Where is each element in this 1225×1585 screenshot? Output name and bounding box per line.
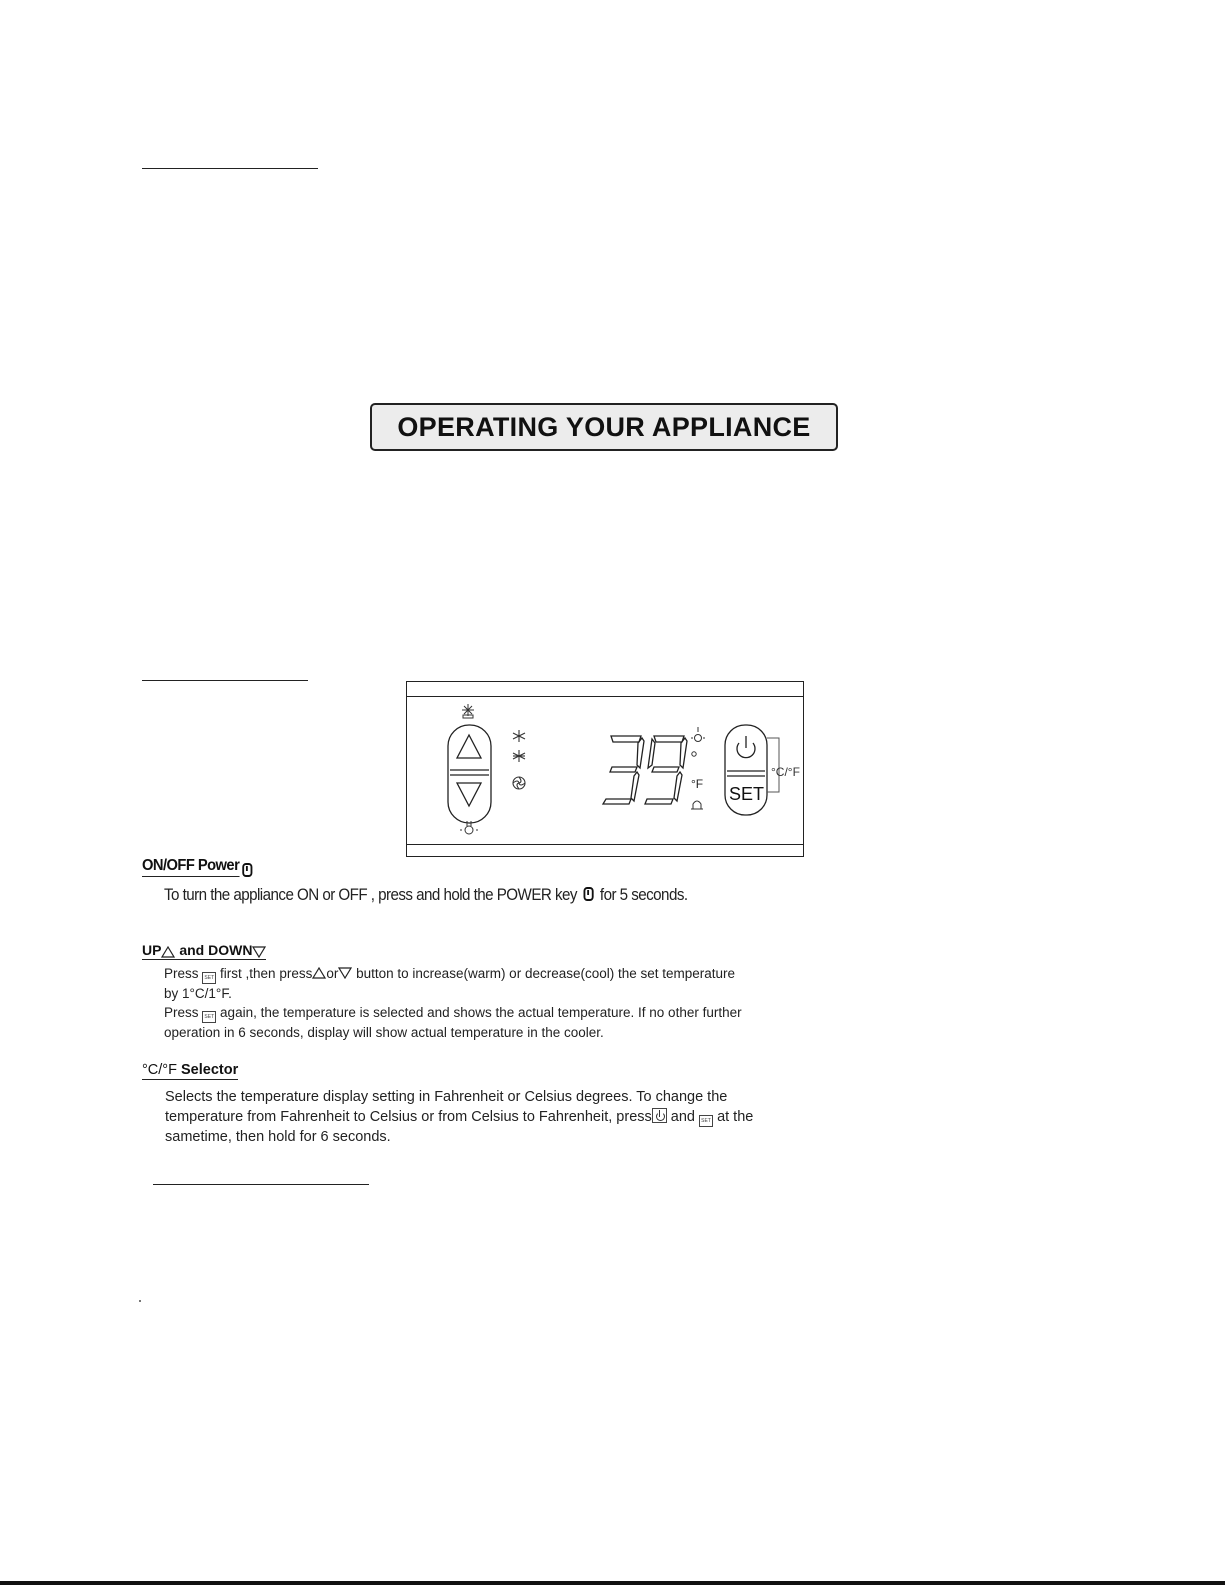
set-key-icon: SET	[202, 1011, 216, 1023]
control-panel-diagram	[406, 681, 804, 857]
defrost-icon	[513, 750, 525, 762]
power-key-icon	[583, 887, 593, 901]
super-cool-icon	[462, 704, 474, 718]
scan-speck	[139, 1300, 141, 1302]
section-rule-panel	[142, 680, 308, 681]
up-arrow-icon[interactable]	[457, 735, 481, 758]
page-bottom-edge	[0, 1581, 1225, 1585]
arrow-button-pill	[448, 725, 491, 823]
power-key-icon	[652, 1108, 667, 1123]
fan-icon	[513, 777, 525, 789]
alarm-bell-icon	[691, 801, 703, 809]
selector-line-3: sametime, then hold for 6 seconds.	[165, 1129, 391, 1145]
down-triangle-icon	[338, 967, 352, 979]
set-key-icon: SET	[202, 972, 216, 984]
updown-line-2: by 1°C/1°F.	[164, 986, 232, 1001]
selector-line-1: Selects the temperature display setting in Fahrenheit or Celsius degrees. To change the	[165, 1089, 728, 1105]
power-icon	[242, 863, 252, 877]
selector-heading: °C/°F Selector	[142, 1062, 239, 1078]
indicator-dot	[692, 752, 696, 756]
snowflake-icon	[513, 730, 525, 742]
updown-line-3: Press SET again, the temperature is selected and shows the actual temperature. If no other further	[164, 1003, 742, 1023]
power-heading: ON/OFF Power	[142, 857, 255, 877]
down-arrow-icon[interactable]	[457, 783, 481, 806]
updown-heading: UP and DOWN	[142, 942, 266, 960]
updown-line-4: operation in 6 seconds, display will show actual temperature in the cooler.	[164, 1025, 604, 1040]
up-triangle-icon	[161, 946, 175, 958]
section-rule-bottom	[153, 1184, 369, 1185]
down-triangle-icon	[252, 946, 266, 958]
power-icon[interactable]	[737, 736, 755, 758]
selector-instructions	[165, 1087, 753, 1147]
unit-switch-label: °C/°F	[771, 765, 800, 779]
temperature-display	[603, 736, 687, 804]
selector-line-2: temperature from Fahrenheit to Celsius or from Celsius to Fahrenheit, press and SET at the	[165, 1109, 754, 1125]
set-button[interactable]: SET	[729, 784, 765, 804]
unit-label-f: °F	[691, 777, 704, 791]
page-title-box	[370, 403, 838, 451]
set-key-icon: SET	[699, 1115, 713, 1127]
updown-line-1: Press SET first ,then press or button to increase(warm) or decrease(cool) the set temperature	[164, 964, 742, 984]
page-title: OPERATING YOUR APPLIANCE	[397, 411, 811, 442]
updown-instructions	[164, 964, 742, 1042]
control-panel-svg	[407, 682, 805, 858]
sun-icon	[691, 727, 705, 742]
up-triangle-icon	[312, 967, 326, 979]
section-rule-top	[142, 168, 318, 169]
power-instruction: To turn the appliance ON or OFF , press and hold the POWER key for 5 seconds.	[164, 886, 688, 904]
